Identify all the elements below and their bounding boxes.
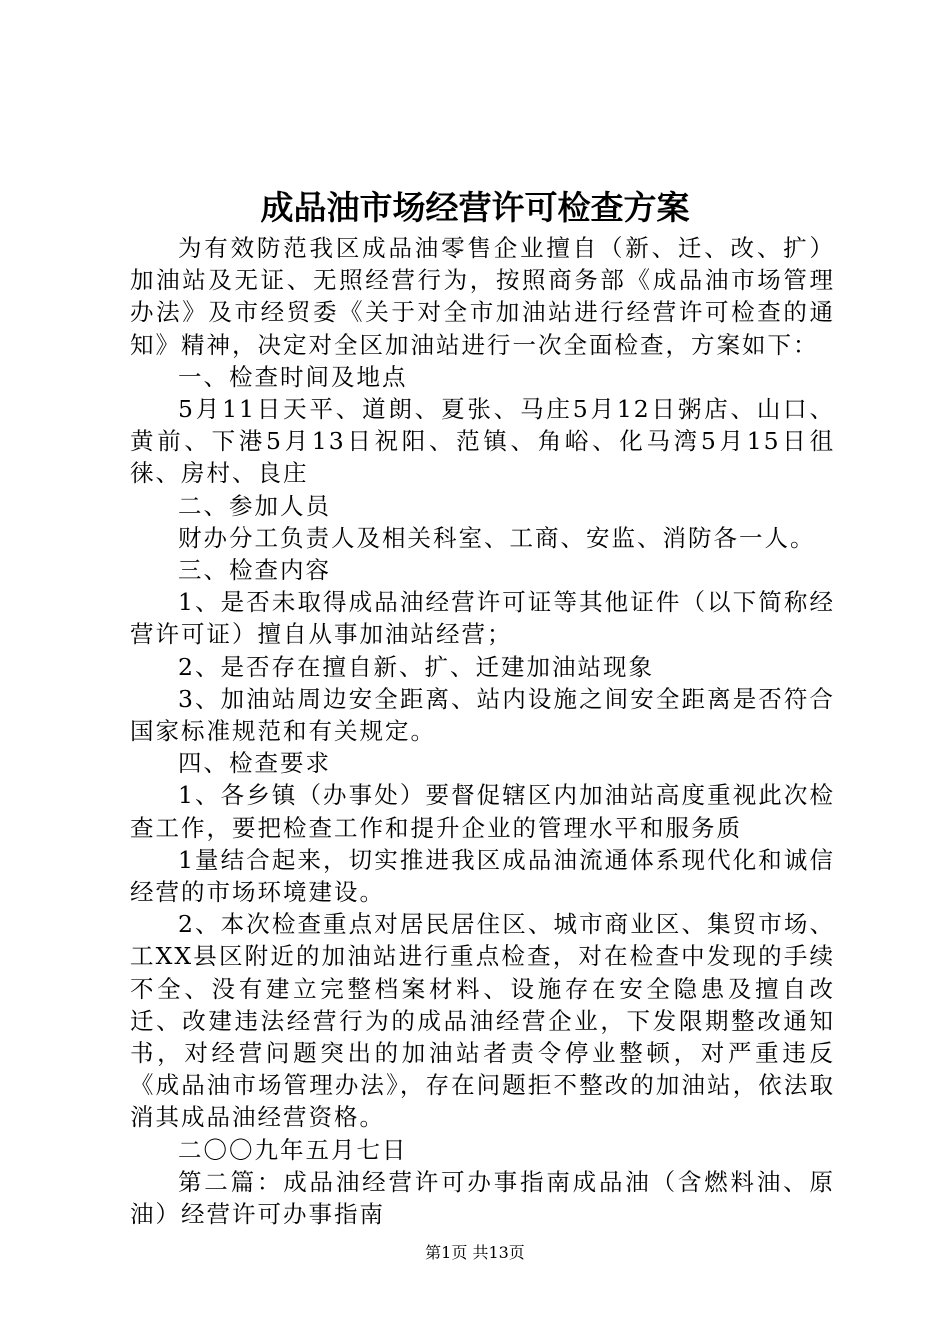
- paragraph-requirement-1: 1、各乡镇（办事处）要督促辖区内加油站高度重视此次检查工作，要把检查工作和提升企业的管理水平和服务质: [130, 781, 835, 842]
- paragraph-content-item-2: 2、是否存在擅自新、扩、迁建加油站现象: [178, 652, 654, 681]
- page-footer: 第1页 共13页: [425, 1243, 525, 1262]
- section-heading-requirements: 四、检查要求: [178, 749, 331, 778]
- paragraph-intro: 为有效防范我区成品油零售企业擅自（新、迁、改、扩）加油站及无证、无照经营行为，按照商务部《成品油市场管理办法》及市经贸委《关于对全市加油站进行经营许可检查的通知》精神，决定对全区加油站进行一次全面检查，方案如下：: [130, 234, 835, 359]
- section-heading-time-place: 一、检查时间及地点: [178, 362, 408, 391]
- paragraph-second-part: 第二篇：成品油经营许可办事指南成品油（含燃料油、原油）经营许可办事指南: [130, 1167, 835, 1229]
- section-heading-content: 三、检查内容: [178, 556, 331, 585]
- section-heading-participants: 二、参加人员: [178, 491, 331, 520]
- paragraph-participants: 财办分工负责人及相关科室、工商、安监、消防各一人。: [178, 523, 816, 552]
- document-title: 成品油市场经营许可检查方案: [260, 188, 690, 227]
- paragraph-requirement-1-continued: 1量结合起来，切实推进我区成品油流通体系现代化和诚信经营的市场环境建设。: [130, 845, 835, 907]
- paragraph-content-item-1: 1、是否未取得成品油经营许可证等其他证件（以下简称经营许可证）擅自从事加油站经营；: [130, 588, 835, 649]
- document-body: [130, 232, 835, 1230]
- document-date: 二〇〇九年五月七日: [178, 1135, 408, 1164]
- schedule-text: 5月11日天平、道朗、夏张、马庄5月12日粥店、山口、黄前、下港5月13日祝阳、范镇、角峪、化马湾5月15日徂徕、房村、良庄: [130, 395, 835, 488]
- paragraph-schedule: [130, 393, 835, 490]
- paragraph-requirement-2: 2、本次检查重点对居民居住区、城市商业区、集贸市场、工XX县区附近的加油站进行重点检查，对在检查中发现的手续不全、没有建立完整档案材料、设施存在安全隐患及擅自改迁、改建违法经营行为的成品油经营企业，下发限期整改通知书，对经营问题突出的加油站者责令停业整顿，对严重违反《成品油市场管理办法》，存在问题拒不整改的加油站，依法取消其成品油经营资格。: [130, 910, 835, 1132]
- paragraph-content-item-3: 3、加油站周边安全距离、站内设施之间安全距离是否符合国家标准规范和有关规定。: [130, 684, 835, 746]
